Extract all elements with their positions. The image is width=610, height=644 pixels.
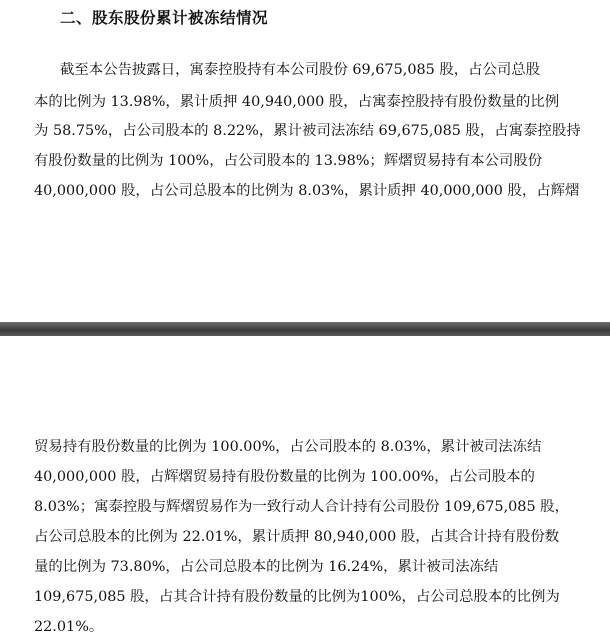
page-separator	[0, 322, 610, 336]
paragraph-line: 109,675,085 股，占其合计持有股份数量的比例为100%，占公司总股本的比例为	[34, 589, 560, 605]
paragraph-line: 量的比例为 73.80%，占公司总股本的比例为 16.24%，累计被司法冻结	[34, 559, 499, 575]
paragraph-line: 占公司总股本的比例为 22.01%，累计质押 80,940,000 股，占其合计持有股份数	[34, 529, 560, 545]
paragraph-line: 为 58.75%，占公司股本的 8.22%，累计被司法冻结 69,675,085 股，占寓泰控股持	[34, 123, 581, 139]
paragraph-line: 截至本公告披露日，寓泰控股持有本公司股份 69,675,085 股，占公司总股	[60, 62, 541, 78]
paragraph-line: 8.03%；寓泰控股与辉熠贸易作为一致行动人合计持有公司股份 109,675,085 股，	[34, 499, 569, 515]
paragraph-line: 22.01%。	[34, 619, 104, 635]
paragraph-line: 有股份数量的比例为 100%，占公司股本的 13.98%；辉熠贸易持有本公司股份	[34, 153, 543, 169]
paragraph-line: 贸易持有股份数量的比例为 100.00%，占公司股本的 8.03%，累计被司法冻结	[34, 439, 542, 455]
section-heading: 二、股东股份累计被冻结情况	[60, 8, 269, 27]
paragraph-line: 40,000,000 股，占辉熠贸易持有股份数量的比例为 100.00%，占公司股本的	[34, 469, 535, 485]
paragraph-line: 本的比例为 13.98%，累计质押 40,940,000 股，占寓泰控股持有股份数量的比例	[34, 94, 560, 110]
paragraph-line: 40,000,000 股，占公司总股本的比例为 8.03%，累计质押 40,000,000 股，占辉熠	[34, 183, 580, 199]
